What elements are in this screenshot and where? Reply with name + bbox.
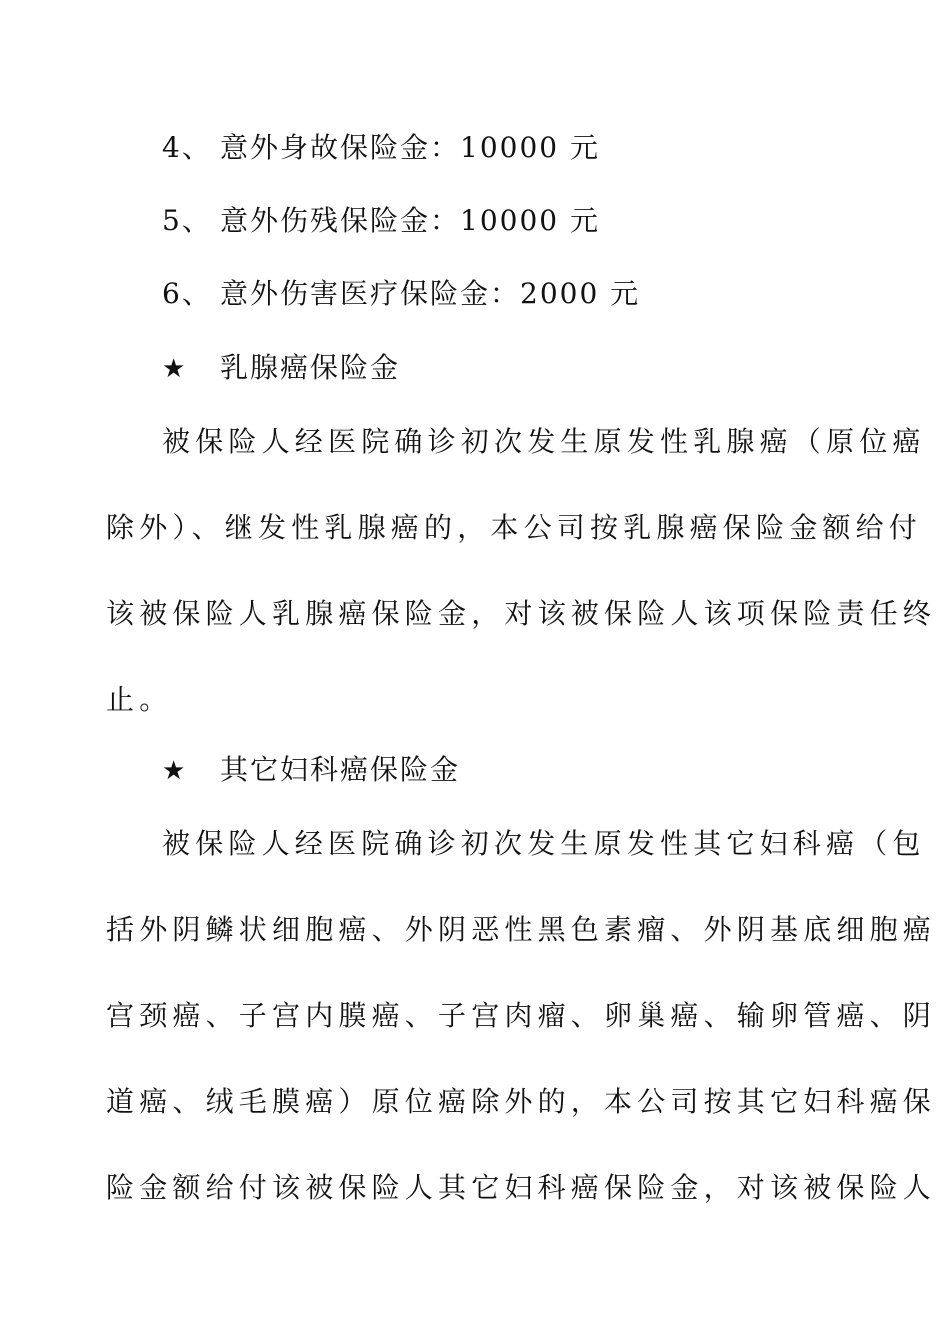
section-heading-text: 其它妇科癌保险金 [220, 753, 461, 786]
paragraph-line: 险金额给付该被保险人其它妇科癌保险金，对该被保险人 [106, 1171, 937, 1204]
list-item-4 [162, 130, 762, 166]
paragraph-line: 被保险人经医院确诊初次发生原发性其它妇科癌（包 [162, 827, 926, 860]
paragraph-line: 宫颈癌、子宫内膜癌、子宫肉瘤、卵巢癌、输卵管癌、阴 [106, 999, 937, 1032]
list-item-text: 意外伤残保险金：10000 元 [220, 204, 600, 237]
paragraph-line: 该被保险人乳腺癌保险金，对该被保险人该项保险责任终 [106, 597, 937, 630]
list-item-text: 意外身故保险金：10000 元 [220, 131, 600, 164]
list-marker: 6、 [162, 277, 212, 310]
list-marker: 4、 [162, 131, 212, 164]
star-icon: ★ [162, 756, 188, 786]
paragraph-line: 被保险人经医院确诊初次发生原发性乳腺癌（原位癌 [162, 425, 926, 458]
paragraph-line: 道癌、绒毛膜癌）原位癌除外的，本公司按其它妇科癌保 [106, 1085, 937, 1118]
paragraph-line: 止。 [106, 683, 173, 716]
list-item-text: 意外伤害医疗保险金：2000 元 [220, 277, 641, 310]
paragraph-line: 括外阴鳞状细胞癌、外阴恶性黑色素瘤、外阴基底细胞癌 [106, 913, 937, 946]
star-icon: ★ [162, 354, 188, 384]
section-heading-text: 乳腺癌保险金 [220, 351, 401, 384]
list-item-5 [162, 203, 762, 239]
section-heading-gynecologic-cancer [162, 752, 762, 789]
section-heading-breast-cancer [162, 350, 762, 387]
list-marker: 5、 [162, 204, 212, 237]
list-item-6 [162, 276, 762, 312]
paragraph-line: 除外）、继发性乳腺癌的，本公司按乳腺癌保险金额给付 [106, 511, 923, 544]
